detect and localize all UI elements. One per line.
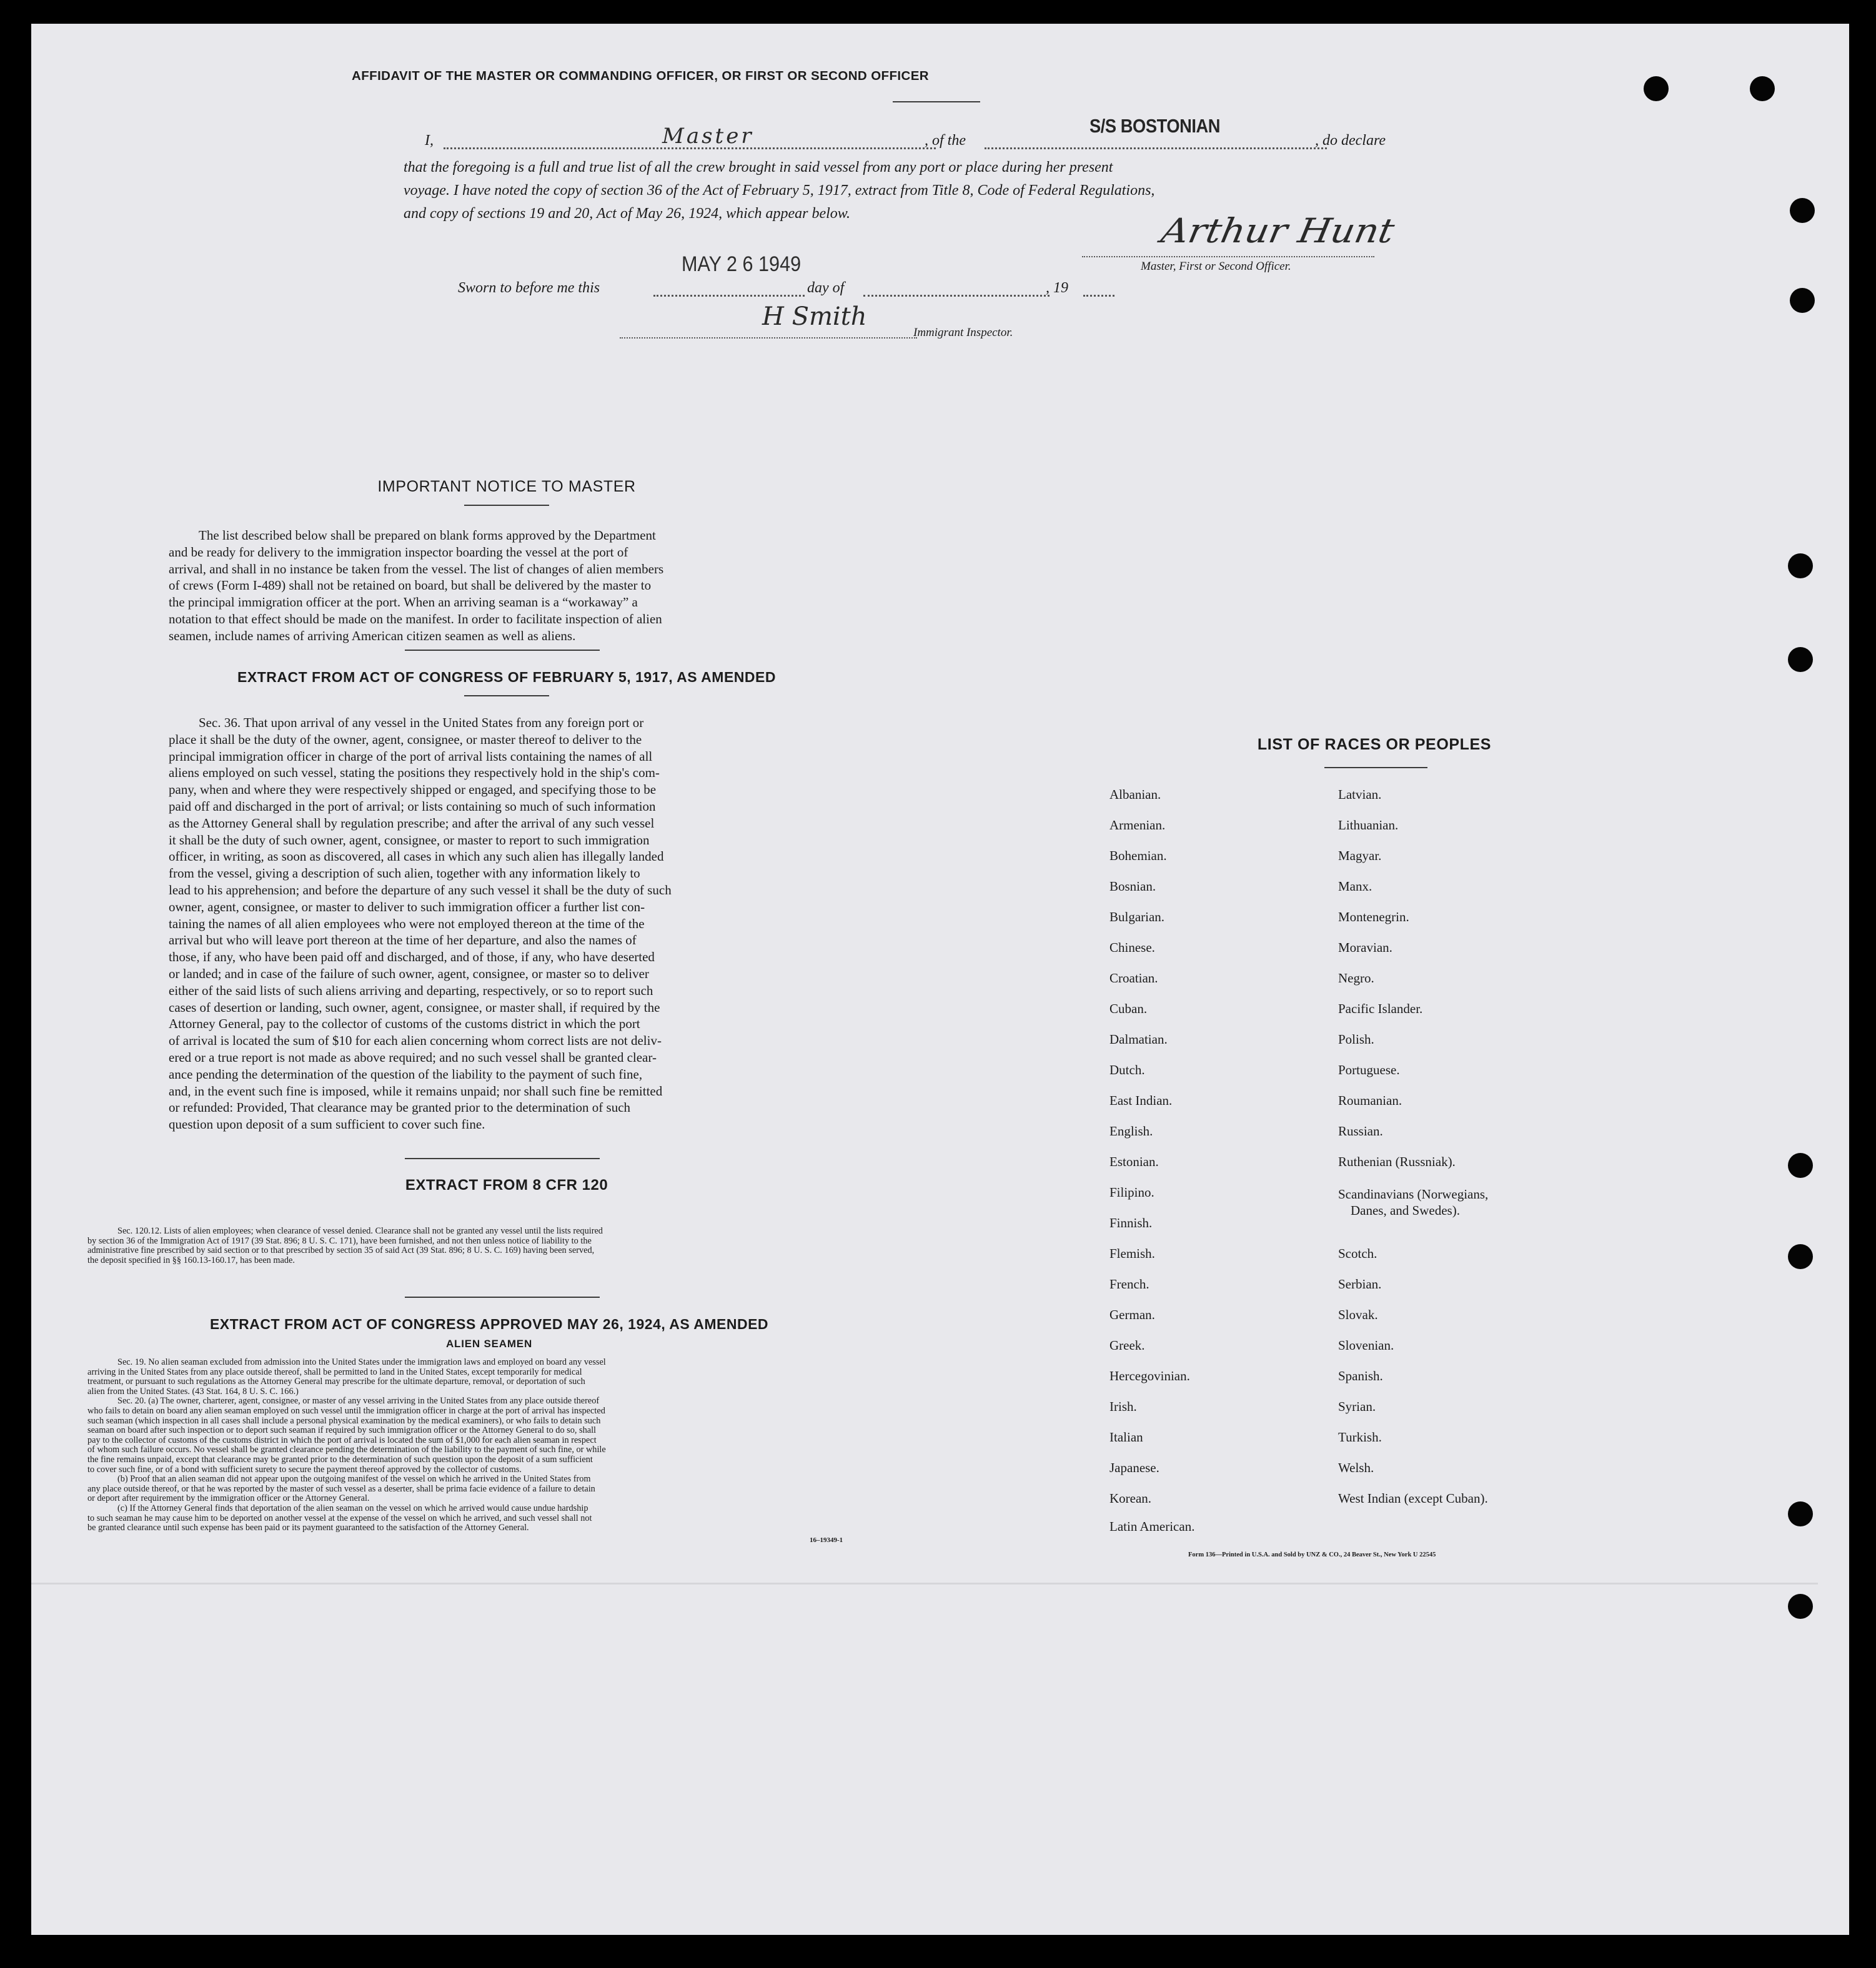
master-caption: Master, First or Second Officer. — [1141, 260, 1291, 273]
extract-line: place it shall be the duty of the owner, agent, consignee, or master thereof to deliver to the — [169, 731, 642, 747]
of-the-label: , of the — [925, 132, 966, 149]
race-item: Polish. — [1338, 1032, 1374, 1047]
extract-line: paid off and discharged in the port of arrival; or lists containing so much of such information — [169, 798, 656, 814]
title-underline — [893, 101, 980, 102]
extract-1917-title: EXTRACT FROM ACT OF CONGRESS OF FEBRUARY 5, 1917, AS AMENDED — [237, 669, 776, 685]
master-signature: Arthur Hunt — [1158, 211, 1398, 250]
extract-line: officer, in writing, as soon as discovered, all cases in which any such alien has illegally landed — [169, 849, 664, 864]
printer-imprint: Form 136—Printed in U.S.A. and Sold by UNZ & CO., 24 Beaver St., New York U 22545 — [1188, 1551, 1436, 1558]
extract-line: owner, agent, consignee, or master to deliver to such immigration officer a further list con- — [169, 899, 645, 914]
cfr-line: by section 36 of the Immigration Act of 1917 (39 Stat. 896; 8 U. S. C. 171), have been furnished, and not then unless notice of liability to the — [87, 1235, 592, 1246]
vessel-dotted-line — [985, 147, 1327, 149]
race-item: Manx. — [1338, 879, 1372, 894]
races-title: LIST OF RACES OR PEOPLES — [1257, 736, 1492, 753]
punch-hole — [1750, 76, 1775, 101]
extract-line: ance pending the determination of the question of the liability to the payment of such fine, — [169, 1066, 643, 1082]
extract-line: pay to the collector of customs of the customs district in which the port of arrival is located the sum of $1,000 for each alien seaman in respect — [87, 1435, 597, 1445]
document-page — [31, 24, 1849, 1935]
year-label: , 19 — [1046, 280, 1068, 296]
race-item: Montenegrin. — [1338, 909, 1409, 924]
race-item: Dalmatian. — [1109, 1032, 1168, 1047]
punch-hole — [1788, 1501, 1813, 1526]
race-item: Lithuanian. — [1338, 818, 1399, 833]
race-item: Latin American. — [1109, 1519, 1195, 1534]
race-item: Finnish. — [1109, 1215, 1153, 1230]
cfr-title: EXTRACT FROM 8 CFR 120 — [405, 1177, 608, 1194]
race-item: Filipino. — [1109, 1185, 1154, 1200]
race-item: Scotch. — [1338, 1246, 1377, 1261]
notice-line: of crews (Form I-489) shall not be retained on board, but shall be delivered by the master to — [169, 578, 652, 593]
extract-line: be granted clearance until such expense has been paid or its payment guaranteed to the satisfaction of the Attorney General. — [87, 1523, 529, 1533]
extract-line: such seaman (which inspection in all cases shall include a personal physical examination by the medical examiners), or who fails to detain such — [87, 1415, 601, 1426]
race-item: Slovenian. — [1338, 1338, 1394, 1353]
race-item: Albanian. — [1109, 787, 1161, 802]
notice-line: seamen, include names of arriving American citizen seamen as well as aliens. — [169, 628, 576, 643]
race-item: Scandinavians (Norwegians, — [1338, 1187, 1489, 1202]
extract-line: to cover such fine, or of a bond with sufficient surety to secure the payment thereof approved by the collector of customs. — [87, 1464, 522, 1475]
affidavit-body-line: voyage. I have noted the copy of section 36 of the Act of February 5, 1917, extract from Title 8, Code of Federal Regulations, — [404, 182, 1155, 199]
extract-line: the fine remains unpaid, except that clearance may be granted prior to the determination of such question upon the deposit of a sum sufficient — [87, 1454, 593, 1465]
extract-line: those, if any, who have been paid off and discharged, and of those, if any, who have deserted — [169, 949, 655, 965]
vessel-name: S/S BOSTONIAN — [1089, 115, 1221, 137]
race-item: Chinese. — [1109, 940, 1155, 955]
extract-line: arrival but who will leave port thereon at the time of her departure, and also the names of — [169, 932, 637, 948]
inspector-signature: H Smith — [762, 302, 867, 331]
race-item: West Indian (except Cuban). — [1338, 1491, 1488, 1506]
notice-line: the principal immigration officer at the port. When an arriving seaman is a “workaway” a — [169, 595, 638, 610]
extract-1924-subtitle: ALIEN SEAMEN — [445, 1338, 533, 1350]
race-item: East Indian. — [1109, 1093, 1173, 1108]
race-item: Moravian. — [1338, 940, 1392, 955]
race-item: Flemish. — [1109, 1246, 1155, 1261]
year-dotted-line — [1083, 295, 1114, 297]
notice-text — [169, 527, 807, 645]
races-underline — [1324, 767, 1427, 768]
race-item: Bulgarian. — [1109, 909, 1165, 924]
race-item: Irish. — [1109, 1399, 1137, 1414]
race-item: Cuban. — [1109, 1001, 1148, 1016]
punch-hole — [1644, 76, 1669, 101]
extract-line: question upon deposit of a sum sufficient to cover such fine. — [169, 1117, 485, 1132]
extract-line: ered or a true report is not made as above required; and no such vessel shall be granted clear- — [169, 1049, 657, 1065]
race-item: Turkish. — [1338, 1430, 1382, 1445]
race-item: Japanese. — [1109, 1460, 1159, 1475]
extract-line: aliens employed on such vessel, stating the positions they respectively hold in the ship's com- — [169, 765, 660, 781]
extract-line: or refunded: Provided, That clearance may be granted prior to the determination of such — [169, 1100, 631, 1115]
punch-hole — [1788, 647, 1813, 672]
extract-line: principal immigration officer in charge of the port of arrival lists containing the names of all — [169, 748, 653, 764]
affidavit-body — [404, 156, 1154, 225]
race-item: Ruthenian (Russniak). — [1338, 1154, 1456, 1169]
extract-1917-underline — [464, 695, 549, 696]
inspector-caption: Immigrant Inspector. — [913, 326, 1013, 339]
race-item: Pacific Islander. — [1338, 1001, 1423, 1016]
extract-line: Sec. 20. (a) The owner, charterer, agent, consignee, or master of any vessel arriving in the United States from any place outside thereof — [117, 1396, 600, 1407]
race-item: Bosnian. — [1109, 879, 1156, 894]
inspector-dotted-line — [620, 337, 917, 339]
race-item: Danes, and Swedes). — [1351, 1203, 1460, 1218]
cfr-line: Sec. 120.12. Lists of alien employees; when clearance of vessel denied. Clearance shall not be granted any vessel until the lists required — [117, 1226, 603, 1236]
cfr-line: the deposit specified in §§ 160.13-160.17, has been made. — [87, 1255, 295, 1265]
extract-line: cases of desertion or landing, such owner, agent, consignee, or master shall, if required by the — [169, 999, 660, 1015]
race-item: Syrian. — [1338, 1399, 1376, 1414]
punch-hole — [1788, 1153, 1813, 1178]
race-item: Bohemian. — [1109, 848, 1167, 863]
date-stamp: MAY 2 6 1949 — [682, 252, 802, 276]
punch-hole — [1790, 288, 1815, 313]
race-item: Magyar. — [1338, 848, 1382, 863]
extract-line: as the Attorney General shall by regulation prescribe; and after the arrival of any such vessel — [169, 815, 655, 831]
race-item: Hercegovinian. — [1109, 1368, 1190, 1383]
extract-line: of whom such failure occurs. No vessel shall be granted clearance pending the determination of the liability to the payment of such fine, or while — [87, 1445, 606, 1455]
race-item: Greek. — [1109, 1338, 1145, 1353]
extract-line: who fails to detain on board any alien seaman employed on such vessel until the immigration officer in charge at the port of arrival has inspected — [87, 1405, 605, 1416]
day-of-label: day of — [807, 280, 845, 296]
race-item: Portuguese. — [1338, 1062, 1400, 1077]
race-item: Dutch. — [1109, 1062, 1145, 1077]
race-item: Slovak. — [1338, 1307, 1378, 1322]
race-item: Serbian. — [1338, 1277, 1382, 1292]
race-item: Korean. — [1109, 1491, 1152, 1506]
extract-line: Sec. 19. No alien seaman excluded from admission into the United States under the immigration laws and employed on board any vessel — [117, 1357, 606, 1367]
extract-line: from the vessel, giving a description of such alien, together with any information likely to — [169, 866, 640, 881]
notice-line: notation to that effect should be made on the manifest. In order to facilitate inspection of alien — [169, 611, 662, 626]
race-item: Estonian. — [1109, 1154, 1159, 1169]
name-handwritten: Master — [662, 124, 754, 149]
fold-line — [31, 1583, 1818, 1585]
punch-hole — [1788, 1244, 1813, 1269]
race-item: Welsh. — [1338, 1460, 1374, 1475]
extract-line: to such seaman he may cause him to be deported on another vessel at the expense of the vessel on which he arrived, and such vessel shall not — [87, 1513, 592, 1523]
affidavit-body-line: that the foregoing is a full and true list of all the crew brought in said vessel from any port or place during her present — [404, 159, 1113, 176]
race-item: Italian — [1109, 1430, 1143, 1445]
extract-line: treatment, or pursuant to such regulations as the Attorney General may prescribe for the ultimate departure, removal, or deportation of such — [87, 1377, 585, 1387]
extract-1924-title: EXTRACT FROM ACT OF CONGRESS APPROVED MAY 26, 1924, AS AMENDED — [209, 1316, 769, 1332]
punch-hole — [1788, 553, 1813, 578]
punch-hole — [1790, 198, 1815, 223]
notice-line: and be ready for delivery to the immigration inspector boarding the vessel at the port of — [169, 544, 628, 560]
extract-line: Attorney General, pay to the collector of customs of the customs district in which the port — [169, 1016, 640, 1032]
cfr-text — [87, 1227, 891, 1265]
day-dotted-line — [653, 295, 805, 297]
race-item: French. — [1109, 1277, 1149, 1292]
month-dotted-line — [863, 295, 1050, 297]
extract-1924-text — [87, 1358, 891, 1533]
race-item: Armenian. — [1109, 818, 1166, 833]
sworn-label: Sworn to before me this — [458, 280, 600, 296]
extract-line: either of the said lists of such aliens arriving and departing, respectively, or so to report such — [169, 982, 653, 998]
extract-line: pany, when and where they were respectively shipped or engaged, and specifying those to be — [169, 782, 657, 798]
notice-underline — [464, 505, 549, 506]
affidavit-body-line: and copy of sections 19 and 20, Act of May 26, 1924, which appear below. — [404, 205, 851, 222]
section-divider — [405, 1158, 600, 1159]
race-item: Croatian. — [1109, 971, 1158, 986]
extract-line: of arrival is located the sum of $10 for each alien concerning whom correct lists are not deliv- — [169, 1033, 662, 1049]
extract-line: alien from the United States. (43 Stat. 164, 8 U. S. C. 166.) — [87, 1386, 299, 1397]
race-item: Latvian. — [1338, 787, 1382, 802]
race-item: Russian. — [1338, 1124, 1383, 1139]
do-declare-label: , do declare — [1315, 132, 1386, 149]
extract-1917-text — [169, 715, 807, 1133]
race-item: Spanish. — [1338, 1368, 1383, 1383]
form-code: 16–19349-1 — [810, 1536, 843, 1544]
extract-line: or landed; and in case of the failure of such owner, agent, consignee, or master so to deliver — [169, 966, 649, 981]
extract-line: arriving in the United States from any place outside thereof, shall be permitted to land in the United States, except temporarily for medical — [87, 1367, 582, 1377]
section-divider — [405, 650, 600, 651]
extract-line: (b) Proof that an alien seaman did not appear upon the outgoing manifest of the vessel on which he arrived in the United States from — [117, 1474, 591, 1485]
notice-title: IMPORTANT NOTICE TO MASTER — [377, 478, 636, 495]
race-item: German. — [1109, 1307, 1155, 1322]
notice-line: The list described below shall be prepared on blank forms approved by the Department — [199, 528, 656, 543]
extract-line: seaman on board after such inspection or to deport such seaman if required by such immigration officer or the Attorney General to do so, shall — [87, 1425, 597, 1436]
affidavit-i-label: I, — [425, 132, 434, 149]
punch-hole — [1788, 1594, 1813, 1619]
extract-line: Sec. 36. That upon arrival of any vessel in the United States from any foreign port or — [199, 715, 644, 730]
extract-line: lead to his apprehension; and before the departure of any such vessel it shall be the duty of such — [169, 882, 672, 897]
section-divider — [405, 1297, 600, 1298]
race-item: Negro. — [1338, 971, 1374, 986]
extract-line: it shall be the duty of such owner, agent, consignee, or master to report to such immigration — [169, 832, 650, 848]
extract-line: any place outside thereof, or that he was reported by the master of such vessel as a deserter, shall be prima facie evidence of a failure to detain — [87, 1483, 595, 1494]
extract-line: or deport after requirement by the immigration officer or the Attorney General. — [87, 1493, 370, 1504]
notice-line: arrival, and shall in no instance be taken from the vessel. The list of changes of alien members — [169, 561, 664, 576]
extract-line: and, in the event such fine is imposed, while it remains unpaid; nor shall such fine be remitted — [169, 1083, 663, 1099]
extract-line: (c) If the Attorney General finds that deportation of the alien seaman on the vessel on which he arrived would cause undue hardship — [117, 1503, 588, 1513]
race-item: Roumanian. — [1338, 1093, 1402, 1108]
extract-line: taining the names of all alien employees who were not employed thereon at the time of the — [169, 916, 645, 931]
race-item: English. — [1109, 1124, 1153, 1139]
signature-dotted-line — [1082, 256, 1374, 257]
affidavit-title: AFFIDAVIT OF THE MASTER OR COMMANDING OFFICER, OR FIRST OR SECOND OFFICER — [352, 69, 929, 83]
cfr-line: administrative fine prescribed by said section or to that prescribed by section 35 of said Act (39 Stat. 896; 8 U. S. C. 169) having been served, — [87, 1245, 595, 1256]
